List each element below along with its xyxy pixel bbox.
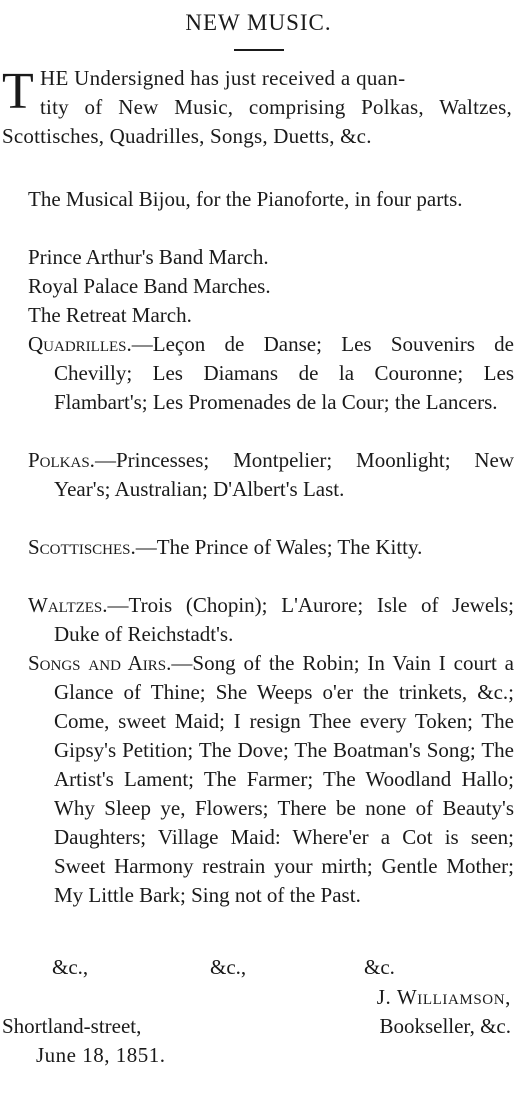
- section-label: Scottisches.: [28, 535, 136, 559]
- intro-first-line: HE Undersigned has just received a quan-: [40, 66, 406, 90]
- item-text: The Musical Bijou, for the Pianoforte, in four parts.: [28, 187, 463, 211]
- item-text: The Retreat March.: [28, 303, 192, 327]
- item-text: Royal Palace Band Marches.: [28, 274, 271, 298]
- date: June 18, 1851.: [36, 1043, 166, 1067]
- heading-rule: [234, 49, 284, 51]
- section-label: Songs and Airs.: [28, 651, 172, 675]
- etc-2: &c.,: [210, 955, 247, 979]
- item-scottisches: [28, 533, 514, 562]
- item-waltzes: [28, 591, 514, 649]
- intro-paragraph: tity of New Music, comprising Polkas, Waltzes, Scottisches, Quadrilles, Songs, Duetts, &c.: [2, 95, 512, 148]
- item-royal-palace: [28, 272, 514, 301]
- item-text: —Trois (Chopin); L'Aurore; Isle of Jewels; Duke of Reichstadt's.: [54, 593, 514, 646]
- item-text: —Song of the Robin; In Vain I court a Glance of Thine; She Weeps o'er the trinkets, &c.; Come, sweet Maid; I resign Thee every Token; The Gipsy's Petition; The Dove; The Boatman's Song; The Artist's Lament; The Farmer; The Woodland Hallo; Why Sleep ye, Flowers; There be none of Beauty's Daughters; Village Maid: Where'er a Cot is seen; Sweet Harmony restrain your mirth; Gentle Mother; My Little Bark; Sing not of the Past.: [54, 651, 515, 907]
- signature-name: J. Williamson,: [376, 985, 511, 1009]
- item-prince-arthur: [28, 243, 514, 272]
- heading: NEW MUSIC.: [185, 10, 332, 35]
- etc-3: &c.: [364, 955, 395, 979]
- item-musical-bijou: [28, 185, 514, 214]
- signature-title: Bookseller, &c.: [379, 1014, 511, 1038]
- item-quadrilles: [28, 330, 514, 417]
- etc-1: &c.,: [52, 955, 89, 979]
- item-text: —Princesses; Montpelier; Moonlight; New Year's; Australian; D'Albert's Last.: [54, 448, 514, 501]
- item-text: —Leçon de Danse; Les Souvenirs de Chevilly; Les Diamans de la Couronne; Les Flambart's; Les Promenades de la Cour; the Lancers.: [54, 332, 514, 414]
- address: Shortland-street,: [2, 1014, 142, 1038]
- section-label: Waltzes.: [28, 593, 108, 617]
- drop-cap: T: [2, 63, 34, 120]
- item-retreat-march: [28, 301, 514, 330]
- item-polkas: [28, 446, 514, 504]
- item-text: Prince Arthur's Band March.: [28, 245, 269, 269]
- item-songs-and-airs: [28, 649, 514, 910]
- section-label: Polkas.: [28, 448, 95, 472]
- section-label: Quadrilles.: [28, 332, 132, 356]
- item-text: —The Prince of Wales; The Kitty.: [135, 535, 423, 559]
